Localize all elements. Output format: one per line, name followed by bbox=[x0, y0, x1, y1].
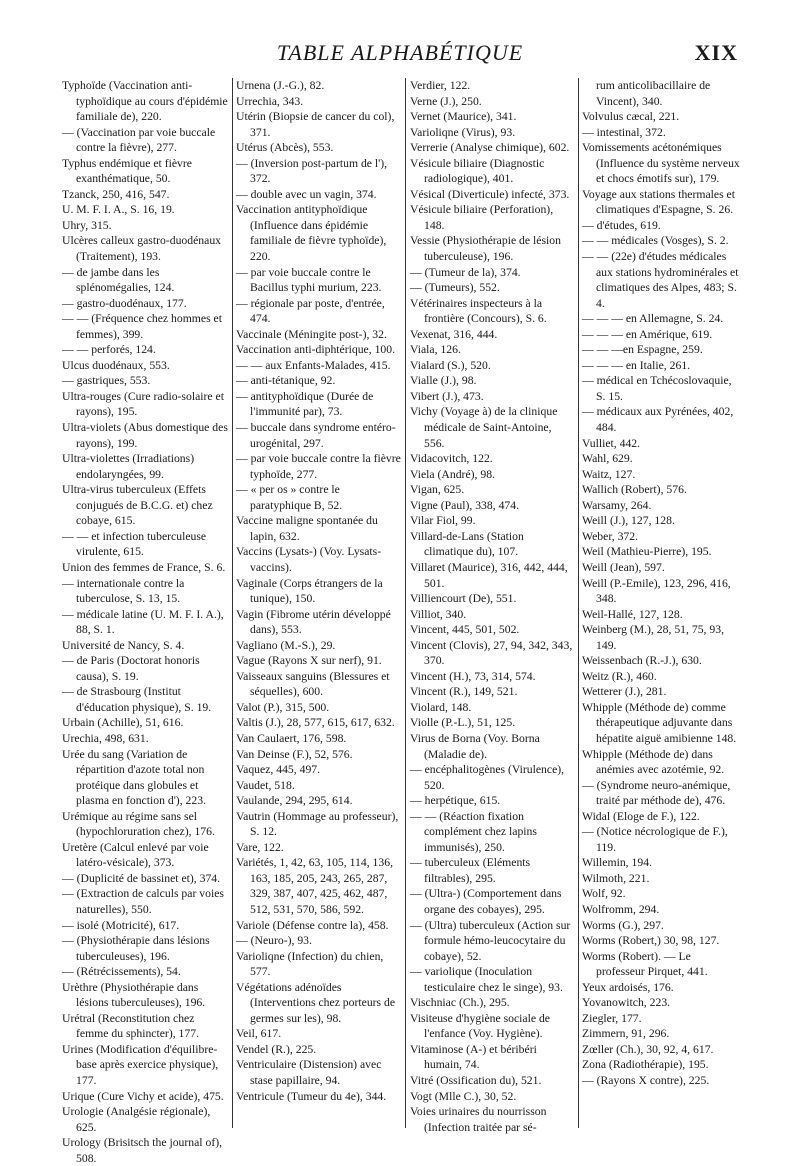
index-entry: — de Strasbourg (Institut d'éducation physique), S. 19. bbox=[62, 685, 212, 714]
index-entry: Urétral (Reconstitution chez femme du sphincter), 177. bbox=[62, 1011, 200, 1041]
index-entry: Viala, 126. bbox=[410, 343, 461, 357]
index-entry: Vaccins (Lysats-) (Voy. Lysats-vaccins). bbox=[236, 545, 382, 574]
index-entry: Utérus (Abcès), 553. bbox=[236, 141, 334, 155]
index-entry: Vincent (R.), 149, 521. bbox=[410, 685, 518, 699]
index-entry: Urbain (Achille), 51, 616. bbox=[62, 716, 184, 730]
index-entry: Ulcus duodénaux, 553. bbox=[62, 358, 170, 372]
index-entry: — (Rétrécissements), 54. bbox=[62, 965, 181, 979]
index-entry: Urée du sang (Variation de répartition d'azote total non protéique dans globules et plasma en fonction d'), 223. bbox=[62, 747, 206, 808]
index-entry: Voies urinaires du nourrisson (Infection traitée par sé- bbox=[410, 1105, 547, 1134]
index-entry: Vaccine maligne spontanée du lapin, 632. bbox=[236, 514, 378, 543]
index-entry: Viela (André), 98. bbox=[410, 467, 495, 481]
index-entry: Violard, 148. bbox=[410, 700, 472, 714]
index-entry: Vitré (Ossification du), 521. bbox=[410, 1074, 542, 1087]
index-entry: Urèthre (Physiothérapie dans lésions tuberculeuses), 196. bbox=[62, 980, 206, 1010]
index-entry: Weitz (R.), 460. bbox=[582, 669, 657, 683]
index-entry: Vésicule biliaire (Diagnostic radiologique), 401. bbox=[410, 156, 545, 186]
index-entry: Verne (J.), 250. bbox=[410, 94, 482, 108]
index-entry: Union des femmes de France, S. 6. bbox=[62, 560, 226, 574]
index-entry: — gastro-duodénaux, 177. bbox=[62, 296, 187, 310]
index-entry: Valot (P.), 315, 500. bbox=[236, 700, 330, 714]
index-entry: — double avec un vagin, 374. bbox=[236, 187, 377, 201]
index-entry: Verdier, 122. bbox=[410, 79, 471, 92]
index-entry: Variétés, 1, 42, 63, 105, 114, 136, 163, 185, 205, 243, 265, 287, 329, 387, 407, 425, 462, 487, 512, 531, 570, 586, 592. bbox=[236, 856, 394, 916]
index-entry: — — — en Amérique, 619. bbox=[582, 327, 713, 341]
index-entry: Worms (G.), 297. bbox=[582, 918, 664, 932]
index-entry: rum anticolibacillaire de Vincent), 340. bbox=[596, 79, 711, 108]
index-entry: Wetterer (J.), 281. bbox=[582, 685, 667, 699]
index-entry: Université de Nancy, S. 4. bbox=[62, 638, 185, 652]
index-entry: Zimmern, 91, 296. bbox=[582, 1027, 670, 1041]
index-entry: — — (Fréquence chez hommes et femmes), 399. bbox=[62, 312, 222, 341]
index-entry: Valtis (J.), 28, 577, 615, 617, 632. bbox=[236, 716, 395, 730]
index-entry: — herpétique, 615. bbox=[410, 794, 501, 808]
index-entry: — — —en Espagne, 259. bbox=[582, 343, 703, 357]
index-entry: Variole (Défense contre la), 458. bbox=[236, 918, 389, 932]
index-column-4 bbox=[582, 78, 742, 1089]
index-entry: Typhus endémique et fièvre exanthématique, 50. bbox=[62, 156, 192, 186]
index-entry: — médicale latine (U. M. F. I. A.), 88, S. 1. bbox=[62, 607, 224, 637]
index-entry: Urines (Modification d'équilibre-base après exercice physique), 177. bbox=[62, 1042, 219, 1087]
index-entry: Vague (Rayons X sur nerf), 91. bbox=[236, 654, 382, 668]
index-entry: Vincent, 445, 501, 502. bbox=[410, 623, 520, 637]
index-entry: Weil (Mathieu-Pierre), 195. bbox=[582, 545, 712, 559]
index-entry: U. M. F. I. A., S. 16, 19. bbox=[62, 203, 175, 217]
index-entry: Villiot, 340. bbox=[410, 607, 467, 621]
index-entry: Vessie (Physiothérapie de lésion tuberculeuse), 196. bbox=[410, 234, 561, 264]
running-title: TABLE ALPHABÉTIQUE bbox=[276, 40, 524, 65]
index-entry: Urique (Cure Vichy et acide), 475. bbox=[62, 1089, 224, 1103]
index-entry: Urologie (Analgésie régionale), 625. bbox=[62, 1105, 211, 1134]
index-entry: — (Rayons X contre), 225. bbox=[582, 1074, 710, 1087]
index-entry: Vincent (Clovis), 27, 94, 342, 343, 370. bbox=[410, 638, 573, 668]
index-entry: Weill (Jean), 597. bbox=[582, 560, 665, 574]
index-entry: Uhry, 315. bbox=[62, 218, 112, 232]
index-entry: Weissenbach (R.-J.), 630. bbox=[582, 654, 702, 668]
index-entry: Villard-de-Lans (Station climatique du), 107. bbox=[410, 529, 524, 559]
index-entry: Vischniac (Ch.), 295. bbox=[410, 996, 510, 1010]
index-entry: — (Ultra-) (Comportement dans organe des cobayes), 295. bbox=[410, 887, 562, 916]
index-entry: Weill (J.), 127, 128. bbox=[582, 514, 675, 528]
index-entry: — — (22e) d'études médicales aux stations hydrominérales et climatiques des Alpes, 483; S. 4. bbox=[582, 250, 739, 310]
index-entry: Végétations adénoïdes (Interventions chez porteurs de germes sur les), 98. bbox=[236, 980, 396, 1025]
index-entry: Vigne (Paul), 338, 474. bbox=[410, 498, 520, 512]
index-entry: — (Inversion post-partum de l'), 372. bbox=[236, 156, 388, 186]
index-entry: — régionale par poste, d'entrée, 474. bbox=[236, 296, 385, 326]
index-entry: Varioliqne (Infection) du chien, 577. bbox=[236, 949, 384, 979]
index-entry: Ultra-violettes (Irradiations) endolaryngées, 99. bbox=[62, 452, 195, 481]
index-entry: Waitz, 127. bbox=[582, 467, 636, 481]
index-entry: — (Ultra) tuberculeux (Action sur formule hémo-leucocytaire du cobaye), 52. bbox=[410, 918, 571, 963]
column-rule bbox=[232, 78, 233, 1128]
index-entry: Vialle (J.), 98. bbox=[410, 374, 477, 388]
index-entry: Urechia, 498, 631. bbox=[62, 731, 149, 745]
index-entry: Vautrin (Hommage au professeur), S. 12. bbox=[236, 809, 399, 839]
index-entry: Worms (Robert). — Le professeur Pirquet, 441. bbox=[582, 949, 708, 979]
index-entry: Vésical (Diverticule) infecté, 373. bbox=[410, 187, 570, 201]
index-entry: Ultra-violets (Abus domestique des rayons), 199. bbox=[62, 421, 228, 450]
index-entry: Urrechia, 343. bbox=[236, 94, 304, 108]
index-entry: — (Neuro-), 93. bbox=[236, 934, 312, 948]
index-entry: Ultra-rouges (Cure radio-solaire et rayons), 195. bbox=[62, 389, 224, 419]
index-entry: — isolé (Motricité), 617. bbox=[62, 918, 180, 932]
index-entry: — (Tumeurs), 552. bbox=[410, 281, 500, 295]
index-entry: Zona (Radiothérapie), 195. bbox=[582, 1058, 709, 1072]
index-entry: Wolf, 92. bbox=[582, 887, 626, 901]
index-entry: — anti-tétanique, 92. bbox=[236, 374, 336, 388]
index-entry: — antityphoïdique (Durée de l'immunité par), 73. bbox=[236, 389, 374, 419]
index-entry: Vernet (Maurice), 341. bbox=[410, 110, 517, 124]
index-entry: Vaudet, 518. bbox=[236, 778, 295, 792]
index-entry: Tzanck, 250, 416, 547. bbox=[62, 187, 170, 201]
index-entry: Ultra-virus tuberculeux (Effets conjugués de B.C.G. et) chez cobaye, 615. bbox=[62, 483, 213, 528]
index-entry: Wallich (Robert), 576. bbox=[582, 483, 687, 497]
index-entry: — « per os » contre le paratyphique B, 52. bbox=[236, 483, 343, 512]
index-entry: Utérin (Biopsie de cancer du col), 371. bbox=[236, 110, 395, 139]
index-entry: Wahl, 629. bbox=[582, 452, 633, 466]
index-entry: Weill (P.-Emile), 123, 296, 416, 348. bbox=[582, 576, 731, 606]
index-entry: Vigan, 625. bbox=[410, 483, 465, 497]
index-entry: — — médicales (Vosges), S. 2. bbox=[582, 234, 729, 248]
index-entry: Vulliet, 442. bbox=[582, 436, 641, 450]
index-entry: Vare, 122. bbox=[236, 840, 284, 854]
index-entry: Veil, 617. bbox=[236, 1027, 282, 1041]
index-entry: Vidacovitch, 122. bbox=[410, 452, 493, 466]
index-entry: Villiencourt (De), 551. bbox=[410, 592, 517, 606]
index-entry: Zœller (Ch.), 30, 92, 4, 617. bbox=[582, 1042, 714, 1056]
index-entry: Wolfromm, 294. bbox=[582, 902, 660, 916]
index-entry: — de Paris (Doctorat honoris causa), S. 19. bbox=[62, 654, 200, 683]
index-entry: — (Duplicité de bassinet et), 374. bbox=[62, 871, 221, 885]
index-entry: — (Extraction de calculs par voies naturelles), 550. bbox=[62, 887, 224, 916]
index-entry: Weil-Hallé, 127, 128. bbox=[582, 607, 683, 621]
index-entry: Urology (Brisitsch the journal of), 508. bbox=[62, 1136, 223, 1165]
index-entry: — médical en Tchécoslovaquie, S. 15. bbox=[582, 374, 732, 403]
index-entry: — — aux Enfants-Malades, 415. bbox=[236, 358, 391, 372]
index-entry: Vagliano (M.-S.), 29. bbox=[236, 638, 336, 652]
page-number: XIX bbox=[694, 40, 738, 65]
index-entry: Vitaminose (A-) et béribéri humain, 74. bbox=[410, 1042, 537, 1072]
index-entry: Ulcères calleux gastro-duodénaux (Traitement), 193. bbox=[62, 234, 222, 264]
column-rule bbox=[405, 78, 406, 1128]
index-entry: Vendel (R.), 225. bbox=[236, 1042, 317, 1056]
index-entry: Vaccination antityphoïdique (Influence dans épidémie familiale de fièvre typhoïde), 220. bbox=[236, 203, 387, 264]
index-entry: Vaisseaux sanguins (Blessures et séquelles), 600. bbox=[236, 669, 390, 699]
index-entry: Vexenat, 316, 444. bbox=[410, 327, 498, 341]
index-entry: Typhoïde (Vaccination anti-typhoïdique au cours d'épidémie familiale de), 220. bbox=[62, 79, 228, 124]
index-entry: Weber, 372. bbox=[582, 529, 639, 543]
index-entry: Vincent (H.), 73, 314, 574. bbox=[410, 669, 536, 683]
index-entry: Widal (Eloge de F.), 122. bbox=[582, 809, 700, 823]
index-entry: — (Physiothérapie dans lésions tuberculeuses), 196. bbox=[62, 934, 210, 963]
index-entry: Vésicule biliaire (Perforation), 148. bbox=[410, 203, 554, 232]
index-entry: Urémique au régime sans sel (hypochloruration chez), 176. bbox=[62, 809, 215, 839]
index-entry: Weinberg (M.), 28, 51, 75, 93, 149. bbox=[582, 623, 724, 652]
index-entry: — — et infection tuberculeuse virulente, 615. bbox=[62, 529, 207, 559]
index-entry: Van Caulaert, 176, 598. bbox=[236, 731, 347, 745]
index-entry: Van Deinse (F.), 52, 576. bbox=[236, 747, 353, 761]
index-entry: — (Vaccination par voie buccale contre la fièvre), 277. bbox=[62, 125, 216, 155]
index-entry: Whipple (Méthode de) comme thérapeutique adjuvante dans hépatite aiguë amibienne 148. bbox=[582, 700, 737, 745]
index-entry: Ventriculaire (Distension) avec stase papillaire, 94. bbox=[236, 1058, 382, 1087]
index-entry: — (Syndrome neuro-anémique, traité par méthode de), 476. bbox=[582, 778, 731, 808]
index-entry: Villaret (Maurice), 316, 442, 444, 501. bbox=[410, 560, 568, 590]
index-entry: — par voie buccale contre la fièvre typhoïde, 277. bbox=[236, 452, 401, 481]
index-entry: Wilmoth, 221. bbox=[582, 871, 650, 885]
index-entry: — encéphalitogènes (Virulence), 520. bbox=[410, 763, 565, 792]
index-entry: Vaginale (Corps étrangers de la tunique), 150. bbox=[236, 576, 383, 606]
index-entry: — intestinal, 372. bbox=[582, 125, 666, 139]
index-entry: — — (Réaction fixation complément chez lapins immunisés), 250. bbox=[410, 809, 537, 854]
index-column-2 bbox=[236, 78, 401, 1104]
index-entry: — d'études, 619. bbox=[582, 218, 661, 232]
index-entry: — — — en Allemagne, S. 24. bbox=[582, 312, 724, 326]
index-entry: Worms (Robert,) 30, 98, 127. bbox=[582, 934, 720, 948]
column-rule bbox=[578, 78, 579, 1128]
index-entry: — buccale dans syndrome entéro-urogénital, 297. bbox=[236, 421, 396, 450]
index-entry: Yovanowitch, 223. bbox=[582, 996, 671, 1010]
index-entry: Uretère (Calcul enlevé par voie latéro-vésicale), 373. bbox=[62, 840, 209, 870]
index-column-1 bbox=[62, 78, 229, 1166]
index-entry: Vagin (Fibrome utérin développé dans), 553. bbox=[236, 607, 391, 637]
index-entry: Vomissements acétonémiques (Influence du système nerveux et chocs émotifs sur), 179. bbox=[582, 141, 740, 186]
index-entry: Vaulande, 294, 295, 614. bbox=[236, 794, 353, 808]
index-entry: — internationale contre la tuberculose, S. 13, 15. bbox=[62, 576, 185, 606]
index-entry: Urnena (J.-G.), 82. bbox=[236, 79, 325, 92]
index-entry: — gastriques, 553. bbox=[62, 374, 151, 388]
index-entry: — (Notice nécrologique de F.), 119. bbox=[582, 825, 728, 854]
index-entry: Ventricule (Tumeur du 4e), 344. bbox=[236, 1089, 387, 1103]
index-entry: Vibert (J.), 473. bbox=[410, 389, 484, 403]
index-entry: Warsamy, 264. bbox=[582, 498, 652, 512]
index-entry: — — perforés, 124. bbox=[62, 343, 156, 357]
index-entry: Whipple (Méthode de) dans anémies avec azotémie, 92. bbox=[582, 747, 725, 777]
index-entry: — médicaux aux Pyrénées, 402, 484. bbox=[582, 405, 734, 435]
index-entry: — par voie buccale contre le Bacillus typhi murium, 223. bbox=[236, 265, 382, 295]
index-entry: Willemin, 194. bbox=[582, 856, 652, 870]
index-column-3 bbox=[410, 78, 574, 1135]
index-entry: Varioliqne (Virus), 93. bbox=[410, 125, 516, 139]
index-entry: — (Tumeur de la), 374. bbox=[410, 265, 521, 279]
index-entry: Ziegler, 177. bbox=[582, 1011, 642, 1025]
index-entry: Vialard (S.), 520. bbox=[410, 358, 491, 372]
index-entry: Vilar Fiol, 99. bbox=[410, 514, 476, 528]
index-entry: Vétérinaires inspecteurs à la frontière (Concours), S. 6. bbox=[410, 296, 547, 326]
index-entry: — de jambe dans les splénomégalies, 124. bbox=[62, 265, 175, 295]
index-entry: Volvulus cæcal, 221. bbox=[582, 110, 680, 124]
index-entry: Vaquez, 445, 497. bbox=[236, 763, 321, 777]
index-entry: Virus de Borna (Voy. Borna (Maladie de). bbox=[410, 731, 540, 761]
index-entry: — variolique (Inoculation testiculaire chez le singe), 93. bbox=[410, 965, 563, 994]
index-entry: Vogt (Mlle C.), 30, 52. bbox=[410, 1089, 517, 1103]
index-entry: Vaccination anti-diphtérique, 100. bbox=[236, 343, 396, 357]
index-entry: Violle (P.-L.), 51, 125. bbox=[410, 716, 516, 730]
index-entry: Visiteuse d'hygiène sociale de l'enfance (Voy. Hygiène). bbox=[410, 1011, 550, 1041]
index-entry: — tuberculeux (Eléments filtrables), 295. bbox=[410, 856, 531, 885]
index-entry: — — — en Italie, 261. bbox=[582, 358, 691, 372]
index-entry: Voyage aux stations thermales et climatiques d'Espagne, S. 26. bbox=[582, 187, 735, 217]
index-entry: Verrerie (Analyse chimique), 602. bbox=[410, 141, 570, 155]
index-entry: Vaccinale (Méningite post-), 32. bbox=[236, 327, 387, 341]
index-entry: Vichy (Voyage à) de la clinique médicale de Saint-Antoine, 556. bbox=[410, 405, 558, 450]
index-entry: Yeux ardoisés, 176. bbox=[582, 980, 674, 994]
